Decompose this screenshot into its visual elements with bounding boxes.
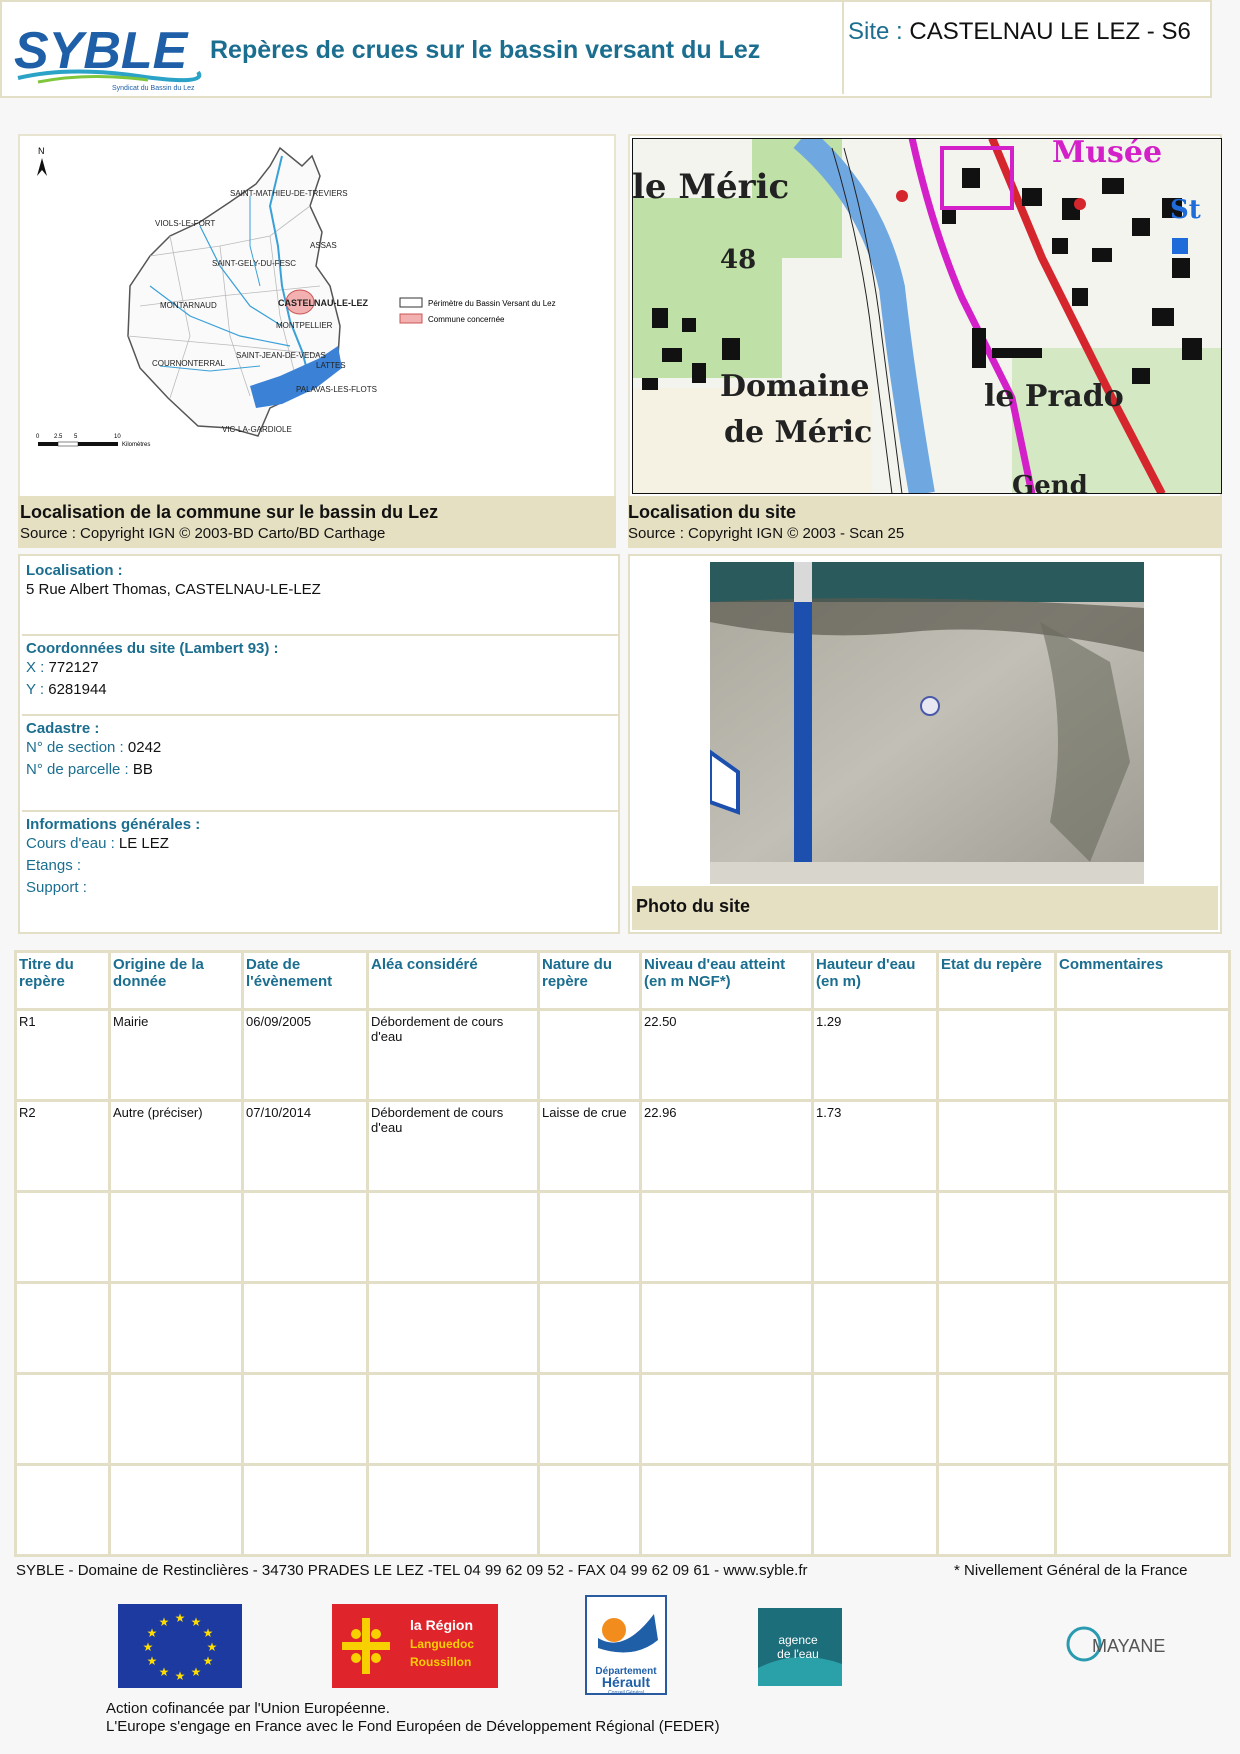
site-map-caption — [628, 496, 1222, 548]
cell — [938, 1283, 1056, 1374]
cell — [16, 1283, 110, 1374]
cell — [243, 1465, 368, 1556]
svg-text:★: ★ — [202, 1626, 214, 1640]
svg-text:★: ★ — [206, 1640, 218, 1654]
cell — [641, 1374, 813, 1465]
logo-text: SYBLE — [14, 22, 188, 80]
place-label: SAINT-JEAN-DE-VEDAS — [236, 351, 326, 360]
agence-eau-logo-text: agence — [778, 1633, 818, 1647]
cell — [110, 1192, 243, 1283]
herault-logo — [584, 1594, 670, 1698]
map-label: de Méric — [724, 415, 873, 450]
cell — [368, 1465, 539, 1556]
scale-label: 2.5 — [54, 434, 63, 440]
cell — [539, 1465, 641, 1556]
header-date: Date de l'évènement — [243, 952, 368, 1010]
footer-action — [106, 1700, 720, 1736]
cours-label: Cours d'eau : — [26, 835, 115, 852]
basin-map-caption-source: Source : Copyright IGN © 2003-BD Carto/BD Carthage — [20, 525, 386, 542]
cell — [938, 1101, 1056, 1192]
herault-logo-text: Département — [595, 1666, 657, 1677]
table-row — [16, 1283, 1230, 1374]
parcelle-value: BB — [132, 761, 153, 778]
cadastre-heading: Cadastre : — [26, 720, 100, 737]
cell — [368, 1283, 539, 1374]
basin-map-caption-title: Localisation de la commune sur le bassin du Lez — [20, 502, 439, 522]
region-logo — [332, 1604, 498, 1688]
svg-text:★: ★ — [146, 1654, 158, 1668]
section-label: N° de section : — [26, 739, 124, 756]
map-label: Gend — [1012, 471, 1088, 494]
cell: Mairie — [110, 1010, 243, 1101]
coords-heading: Coordonnées du site (Lambert 93) : — [26, 640, 279, 657]
cell — [16, 1465, 110, 1556]
mayane-logo-text: MAYANE — [1092, 1636, 1166, 1656]
cell — [1056, 1101, 1230, 1192]
cell — [813, 1283, 938, 1374]
flood-marks-table — [14, 950, 1231, 1557]
mayane-logo — [1062, 1622, 1182, 1666]
svg-text:★: ★ — [190, 1615, 202, 1629]
cell — [641, 1192, 813, 1283]
place-label: LATTES — [316, 361, 346, 370]
map-label: 48 — [720, 245, 757, 275]
cell: R1 — [16, 1010, 110, 1101]
svg-text:★: ★ — [142, 1640, 154, 1654]
basin-map-drawing — [20, 136, 614, 496]
cell — [110, 1283, 243, 1374]
place-label: SAINT-MATHIEU-DE-TREVIERS — [230, 189, 348, 198]
site-prefix: Site : — [848, 18, 903, 45]
coords-section — [22, 636, 618, 716]
cell — [641, 1465, 813, 1556]
cell: R2 — [16, 1101, 110, 1192]
basin-map-caption — [18, 496, 616, 548]
cell: 07/10/2014 — [243, 1101, 368, 1192]
svg-text:★: ★ — [158, 1665, 170, 1679]
place-label: MONTPELLIER — [276, 321, 333, 330]
table-row — [16, 1192, 1230, 1283]
place-label: PALAVAS-LES-FLOTS — [296, 385, 377, 394]
scale-label: 0 — [36, 434, 40, 440]
page-title: Repères de crues sur le bassin versant du Lez — [210, 36, 761, 64]
support-label: Support : — [26, 879, 87, 896]
svg-text:★: ★ — [190, 1665, 202, 1679]
cell — [539, 1374, 641, 1465]
region-logo-text: la Région — [410, 1617, 474, 1633]
cell: Autre (préciser) — [110, 1101, 243, 1192]
cell: Débordement de cours d'eau — [368, 1101, 539, 1192]
cell: 06/09/2005 — [243, 1010, 368, 1101]
x-label: X : — [26, 659, 45, 676]
cell — [539, 1192, 641, 1283]
place-label: MONTARNAUD — [160, 301, 217, 310]
footer-action-line2: L'Europe s'engage en France avec le Fond Européen de Développement Régional (FEDER) — [106, 1718, 720, 1735]
svg-text:★: ★ — [174, 1611, 186, 1625]
cell — [368, 1192, 539, 1283]
header-commentaires: Commentaires — [1056, 952, 1230, 1010]
site-photo — [710, 562, 1144, 884]
site-map-drawing — [632, 138, 1222, 494]
footer-note: * Nivellement Général de la France — [954, 1562, 1188, 1579]
map-label: Domaine — [720, 369, 870, 404]
header-nature: Nature du repère — [539, 952, 641, 1010]
cell — [1056, 1010, 1230, 1101]
cell — [243, 1374, 368, 1465]
flood-mark-plaque — [921, 697, 939, 715]
agence-eau-logo-text: de l'eau — [777, 1647, 819, 1661]
cell — [938, 1192, 1056, 1283]
syble-logo — [8, 8, 208, 92]
cell — [110, 1465, 243, 1556]
cadastre-section — [22, 716, 618, 812]
region-logo-text: Roussillon — [410, 1655, 472, 1669]
cell: Laisse de crue — [539, 1101, 641, 1192]
cell — [539, 1283, 641, 1374]
cell — [1056, 1192, 1230, 1283]
place-label: ASSAS — [310, 241, 337, 250]
localisation-value: 5 Rue Albert Thomas, CASTELNAU-LE-LEZ — [26, 581, 321, 598]
page-header — [0, 0, 1212, 98]
cell: Débordement de cours d'eau — [368, 1010, 539, 1101]
place-label: SAINT-GELY-DU-FESC — [212, 259, 297, 268]
cell — [110, 1374, 243, 1465]
cell — [938, 1465, 1056, 1556]
herault-logo-text: Conseil Général — [608, 1690, 644, 1696]
cell — [813, 1465, 938, 1556]
cell — [16, 1374, 110, 1465]
place-label: COURNONTERRAL — [152, 359, 225, 368]
north-label: N — [38, 146, 45, 156]
drain-pipe — [794, 562, 812, 884]
general-section — [22, 812, 618, 930]
legend-item: Périmètre du Bassin Versant du Lez — [428, 299, 556, 308]
site-map — [628, 134, 1222, 548]
header-niveau: Niveau d'eau atteint (en m NGF*) — [641, 952, 813, 1010]
x-value: 772127 — [48, 659, 99, 676]
table-header-row — [16, 952, 1230, 1010]
cell — [813, 1374, 938, 1465]
cell — [938, 1010, 1056, 1101]
svg-text:★: ★ — [158, 1615, 170, 1629]
scale-label: 5 — [74, 434, 78, 440]
svg-text:★: ★ — [146, 1626, 158, 1640]
place-label: VIOLS-LE-FORT — [155, 219, 216, 228]
map-label: le Prado — [984, 379, 1124, 414]
y-value: 6281944 — [48, 681, 107, 698]
site-label — [848, 18, 1191, 46]
cell: 22.50 — [641, 1010, 813, 1101]
footer-action-line1: Action cofinancée par l'Union Européenne. — [106, 1700, 390, 1717]
section-value: 0242 — [127, 739, 162, 756]
legend-item: Commune concernée — [428, 315, 505, 324]
svg-text:★: ★ — [174, 1669, 186, 1683]
general-heading: Informations générales : — [26, 816, 201, 833]
localisation-heading: Localisation : — [26, 562, 123, 579]
region-logo-text: Languedoc — [410, 1637, 475, 1651]
svg-text:★: ★ — [202, 1654, 214, 1668]
table-row — [16, 1465, 1230, 1556]
place-label: CASTELNAU-LE-LEZ — [278, 298, 368, 308]
header-titre: Titre du repère — [16, 952, 110, 1010]
cell — [641, 1283, 813, 1374]
agence-eau-logo — [758, 1608, 842, 1686]
site-map-caption-title: Localisation du site — [628, 502, 797, 522]
site-value: CASTELNAU LE LEZ - S6 — [909, 18, 1191, 45]
cell: 1.73 — [813, 1101, 938, 1192]
cell — [16, 1192, 110, 1283]
footer-address: SYBLE - Domaine de Restinclières - 34730 PRADES LE LEZ -TEL 04 99 62 09 52 - FAX 04 99 62 09 61 - www.syble.fr — [16, 1562, 808, 1579]
table-row — [16, 1101, 1230, 1192]
cell — [813, 1192, 938, 1283]
herault-logo-text: Hérault — [601, 1674, 651, 1690]
photo-caption: Photo du site — [632, 886, 1218, 930]
header-origine: Origine de la donnée — [110, 952, 243, 1010]
parcelle-label: N° de parcelle : — [26, 761, 129, 778]
cell — [243, 1283, 368, 1374]
header-etat: Etat du repère — [938, 952, 1056, 1010]
cell: 1.29 — [813, 1010, 938, 1101]
cell — [539, 1010, 641, 1101]
cell: 22.96 — [641, 1101, 813, 1192]
scale-label: Kilomètres — [122, 442, 151, 448]
site-map-caption-source: Source : Copyright IGN © 2003 - Scan 25 — [628, 525, 905, 542]
place-label: VIC-LA-GARDIOLE — [222, 425, 292, 434]
scale-label: 10 — [114, 434, 121, 440]
eu-flag-logo — [118, 1604, 242, 1688]
etangs-label: Etangs : — [26, 857, 82, 874]
cell — [368, 1374, 539, 1465]
map-label: St — [1170, 195, 1201, 225]
cours-value: LE LEZ — [118, 835, 169, 852]
cell — [1056, 1465, 1230, 1556]
header-hauteur: Hauteur d'eau (en m) — [813, 952, 938, 1010]
map-label: Musée — [1052, 138, 1163, 170]
map-label: le Méric — [632, 167, 790, 207]
table-row — [16, 1374, 1230, 1465]
y-label: Y : — [26, 681, 45, 698]
localisation-section — [22, 558, 618, 636]
basin-map — [18, 134, 616, 548]
site-info-panel — [18, 554, 620, 934]
cell — [938, 1374, 1056, 1465]
cell — [243, 1192, 368, 1283]
table-row — [16, 1010, 1230, 1101]
logo-subtext: Syndicat du Bassin du Lez — [112, 85, 195, 92]
header-alea: Aléa considéré — [368, 952, 539, 1010]
cell — [1056, 1283, 1230, 1374]
site-photo-panel — [628, 554, 1222, 934]
cell — [1056, 1374, 1230, 1465]
